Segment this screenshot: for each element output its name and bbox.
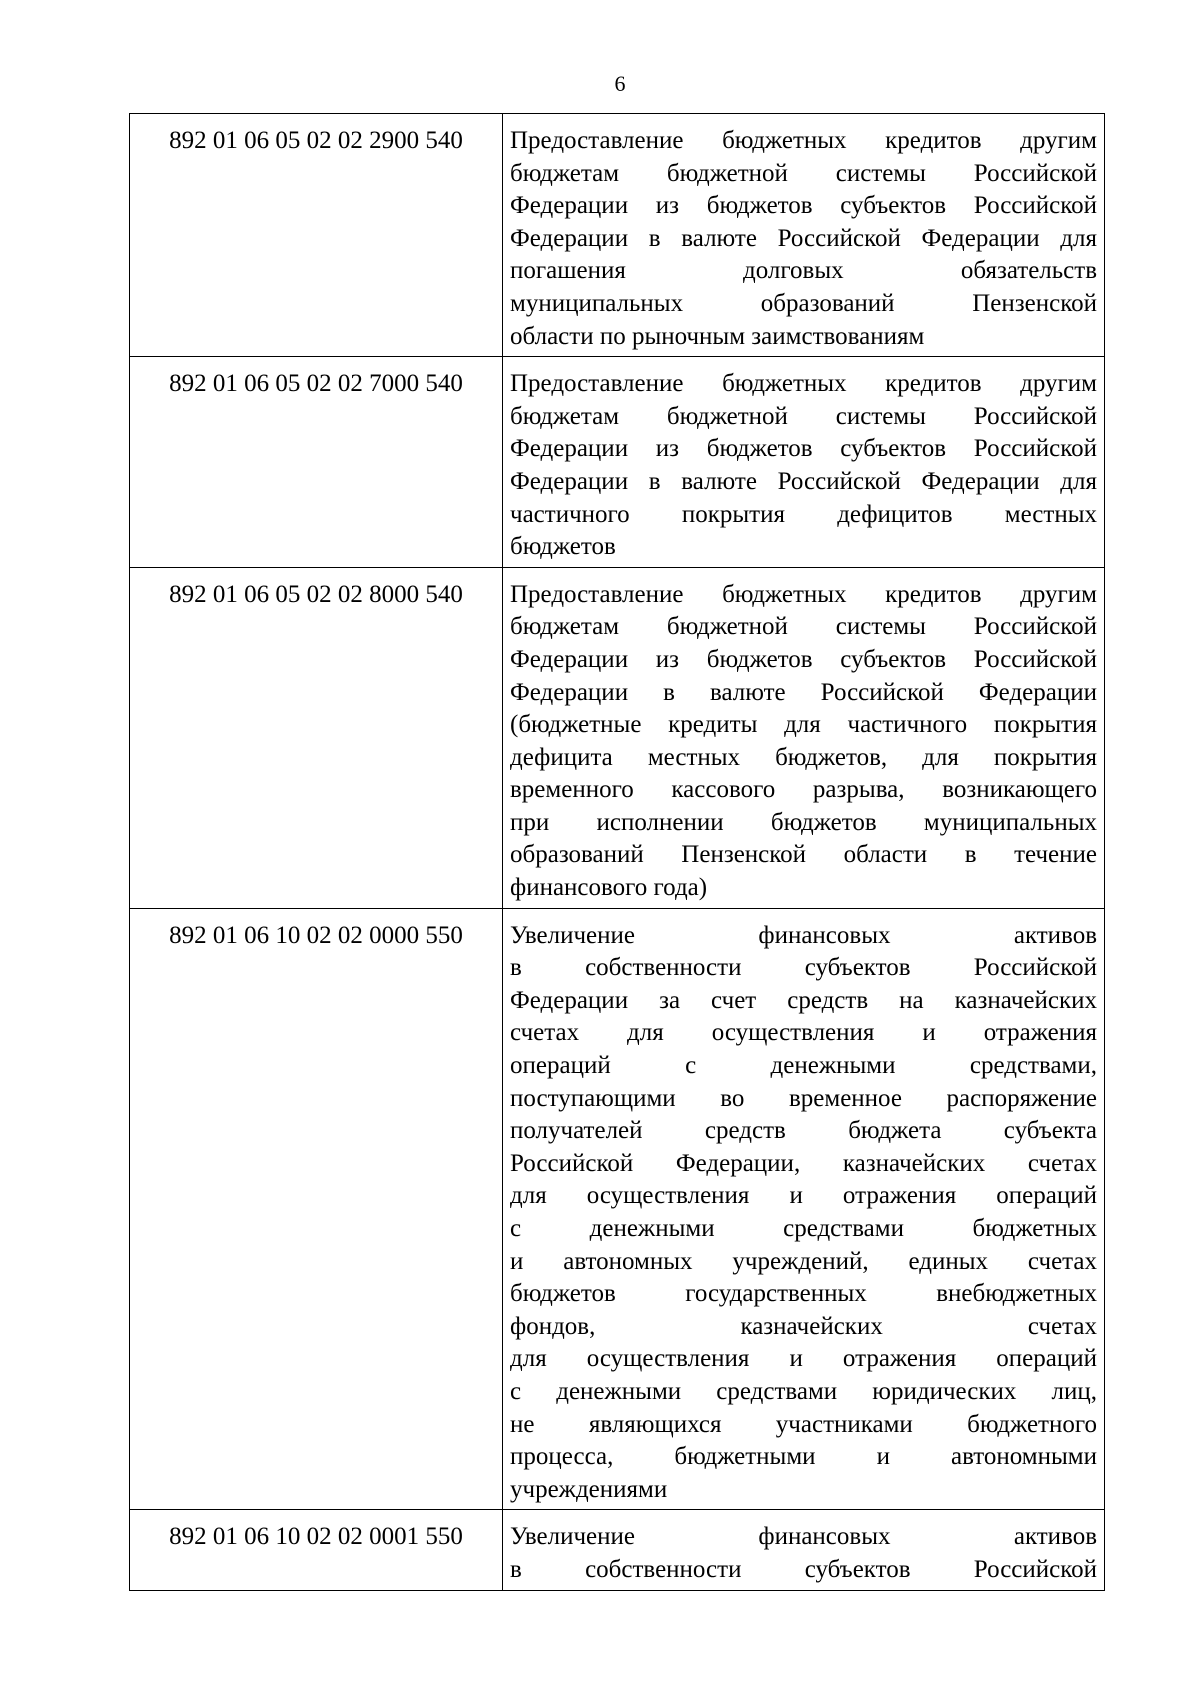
- table-row: [130, 114, 1105, 357]
- description-line: Федерации из бюджетов субъектов Российской: [510, 192, 1097, 220]
- description-line: при исполнении бюджетов муниципальных: [510, 808, 1097, 836]
- table-row: [130, 1510, 1105, 1590]
- description-line: муниципальных образований Пензенской: [510, 289, 1097, 317]
- description-line: Федерации в валюте Российской Федерации для: [510, 467, 1097, 495]
- description-line: области по рыночным заимствованиям: [510, 322, 925, 350]
- description-line: в собственности субъектов Российской: [510, 954, 1097, 982]
- table-row: [130, 567, 1105, 908]
- description-line: получателей средств бюджета субъекта: [510, 1117, 1097, 1145]
- description-line: Предоставление бюджетных кредитов другим: [510, 370, 1097, 398]
- table-body: [130, 114, 1105, 1591]
- description-line: процесса, бюджетными и автономными: [510, 1443, 1097, 1471]
- description-line: в собственности субъектов Российской: [510, 1555, 1097, 1583]
- description-line: дефицита местных бюджетов, для покрытия: [510, 743, 1097, 771]
- description-line: для осуществления и отражения операций: [510, 1182, 1097, 1210]
- description-line: погашения долговых обязательств: [510, 257, 1097, 285]
- description-line: Федерации в валюте Российской Федерации: [510, 678, 1097, 706]
- description-line: бюджетам бюджетной системы Российской: [510, 159, 1097, 187]
- description-line: фондов, казначейских счетах: [510, 1312, 1097, 1340]
- description-line: операций с денежными средствами,: [510, 1052, 1097, 1080]
- description-cell: [503, 1510, 1105, 1590]
- description-line: бюджетов государственных внебюджетных: [510, 1280, 1097, 1308]
- budget-codes-table: [129, 113, 1105, 1591]
- page-number: 6: [614, 71, 626, 96]
- budget-code-cell: 892 01 06 10 02 02 0000 550: [130, 908, 503, 1510]
- description-line: бюджетам бюджетной системы Российской: [510, 402, 1097, 430]
- description-line: Увеличение финансовых активов: [510, 921, 1097, 949]
- budget-code-cell: 892 01 06 10 02 02 0001 550: [130, 1510, 503, 1590]
- description-line: частичного покрытия дефицитов местных: [510, 500, 1097, 528]
- description-line: не являющихся участниками бюджетного: [510, 1410, 1097, 1438]
- description-line: Федерации в валюте Российской Федерации для: [510, 224, 1097, 252]
- budget-code-cell: 892 01 06 05 02 02 2900 540: [130, 114, 503, 357]
- budget-code-cell: 892 01 06 05 02 02 8000 540: [130, 567, 503, 908]
- description-line: Федерации из бюджетов субъектов Российской: [510, 645, 1097, 673]
- description-cell: [503, 357, 1105, 568]
- description-line: (бюджетные кредиты для частичного покрытия: [510, 711, 1097, 739]
- description-line: для осуществления и отражения операций: [510, 1345, 1097, 1373]
- description-line: Федерации из бюджетов субъектов Российской: [510, 435, 1097, 463]
- description-line: с денежными средствами бюджетных: [510, 1215, 1097, 1242]
- table-row: [130, 908, 1105, 1510]
- description-cell: [503, 567, 1105, 908]
- description-line: образований Пензенской области в течение: [510, 841, 1097, 869]
- budget-code-cell: 892 01 06 05 02 02 7000 540: [130, 357, 503, 568]
- description-line: бюджетам бюджетной системы Российской: [510, 613, 1097, 641]
- description-line: финансового года): [510, 874, 708, 902]
- description-line: с денежными средствами юридических лиц,: [510, 1377, 1097, 1405]
- description-cell: [503, 114, 1105, 357]
- description-line: Российской Федерации, казначейских счетах: [510, 1149, 1097, 1177]
- table-row: [130, 357, 1105, 568]
- description-line: Увеличение финансовых активов: [510, 1523, 1097, 1551]
- description-line: и автономных учреждений, единых счетах: [510, 1247, 1097, 1275]
- description-line: учреждениями: [510, 1475, 668, 1503]
- description-line: поступающими во временное распоряжение: [510, 1084, 1097, 1112]
- description-line: Федерации за счет средств на казначейских: [510, 986, 1097, 1014]
- description-cell: [503, 908, 1105, 1510]
- description-line: бюджетов: [510, 533, 616, 561]
- description-line: Предоставление бюджетных кредитов другим: [510, 127, 1097, 154]
- description-line: Предоставление бюджетных кредитов другим: [510, 580, 1097, 608]
- description-line: счетах для осуществления и отражения: [510, 1019, 1097, 1047]
- description-line: временного кассового разрыва, возникающего: [510, 776, 1097, 804]
